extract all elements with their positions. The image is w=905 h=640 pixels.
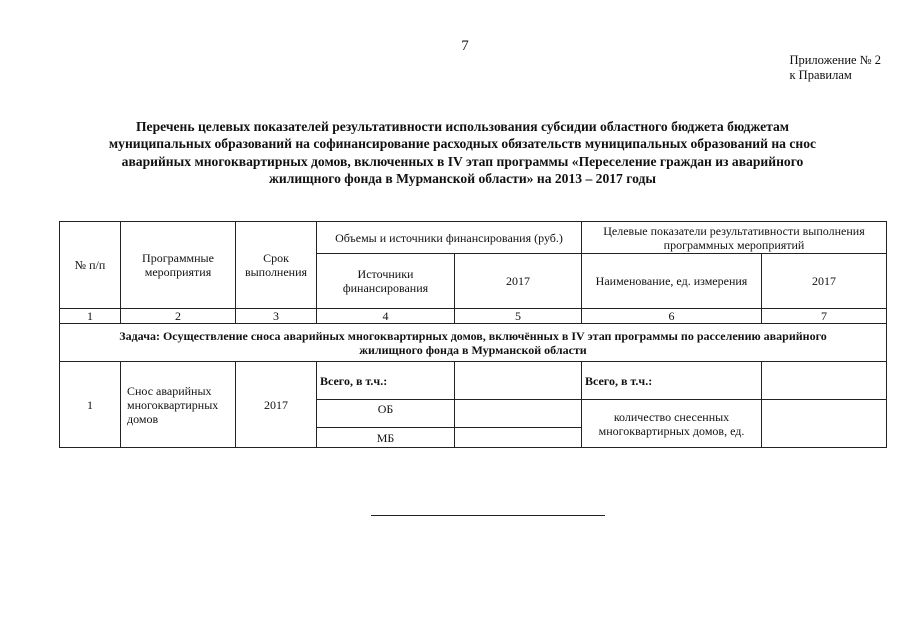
col-number-3: 3 <box>236 309 317 324</box>
header-sources: Источники финансирования <box>317 254 455 309</box>
row-indicator-total-value <box>762 362 887 400</box>
row-term: 2017 <box>236 362 317 448</box>
header-term: Срок выполнения <box>236 222 317 309</box>
row-funding-total <box>455 362 582 400</box>
indicators-table <box>59 221 887 448</box>
title-line-1: Перечень целевых показателей результативности использования субсидии областного бюджета бюджетам <box>135 119 790 134</box>
task-row: Задача: Осуществление сноса аварийных многоквартирных домов, включённых в IV этап программы по расселению аварийного жилищного фонда в Мурманской области <box>60 324 887 362</box>
title-line-4: жилищного фонда в Мурманской области» на 2013 – 2017 годы <box>269 171 656 187</box>
col-number-2: 2 <box>121 309 236 324</box>
header-funding-group: Объемы и источники финансирования (руб.) <box>317 222 582 254</box>
row-indicator-total: Всего, в т.ч.: <box>582 362 762 400</box>
appendix-note <box>789 53 881 83</box>
col-number-6: 6 <box>582 309 762 324</box>
row-activity: Снос аварийных многоквартирных домов <box>121 362 236 448</box>
title-line-2: муниципальных образований на софинансирование расходных обязательств муниципальных образований на снос <box>108 136 817 152</box>
header-year-funding: 2017 <box>455 254 582 309</box>
row-num: 1 <box>60 362 121 448</box>
header-year-indicator: 2017 <box>762 254 887 309</box>
col-number-4: 4 <box>317 309 455 324</box>
row-source-mb: МБ <box>317 428 455 448</box>
appendix-line-2: к Правилам <box>789 68 852 82</box>
header-activities: Программные мероприятия <box>121 222 236 309</box>
header-num: № п/п <box>60 222 121 309</box>
row-indicator: количество снесенных многоквартирных домов, ед. <box>582 400 762 448</box>
row-funding-ob <box>455 400 582 428</box>
header-indicators-group: Целевые показатели результативности выполнения программных мероприятий <box>582 222 887 254</box>
row-source-total: Всего, в т.ч.: <box>317 362 455 400</box>
page-number: 7 <box>461 38 469 54</box>
col-number-1: 1 <box>60 309 121 324</box>
row-source-ob: ОБ <box>317 400 455 428</box>
title-line-3: аварийных многоквартирных домов, включенных в IV этап программы «Переселение граждан из аварийного <box>121 153 804 169</box>
appendix-line-1: Приложение № 2 <box>789 53 881 67</box>
row-funding-mb <box>455 428 582 448</box>
col-number-7: 7 <box>762 309 887 324</box>
document-title <box>60 118 865 188</box>
header-indicator-name: Наименование, ед. измерения <box>582 254 762 309</box>
signature-line <box>371 515 605 516</box>
col-number-5: 5 <box>455 309 582 324</box>
row-indicator-value <box>762 400 887 448</box>
